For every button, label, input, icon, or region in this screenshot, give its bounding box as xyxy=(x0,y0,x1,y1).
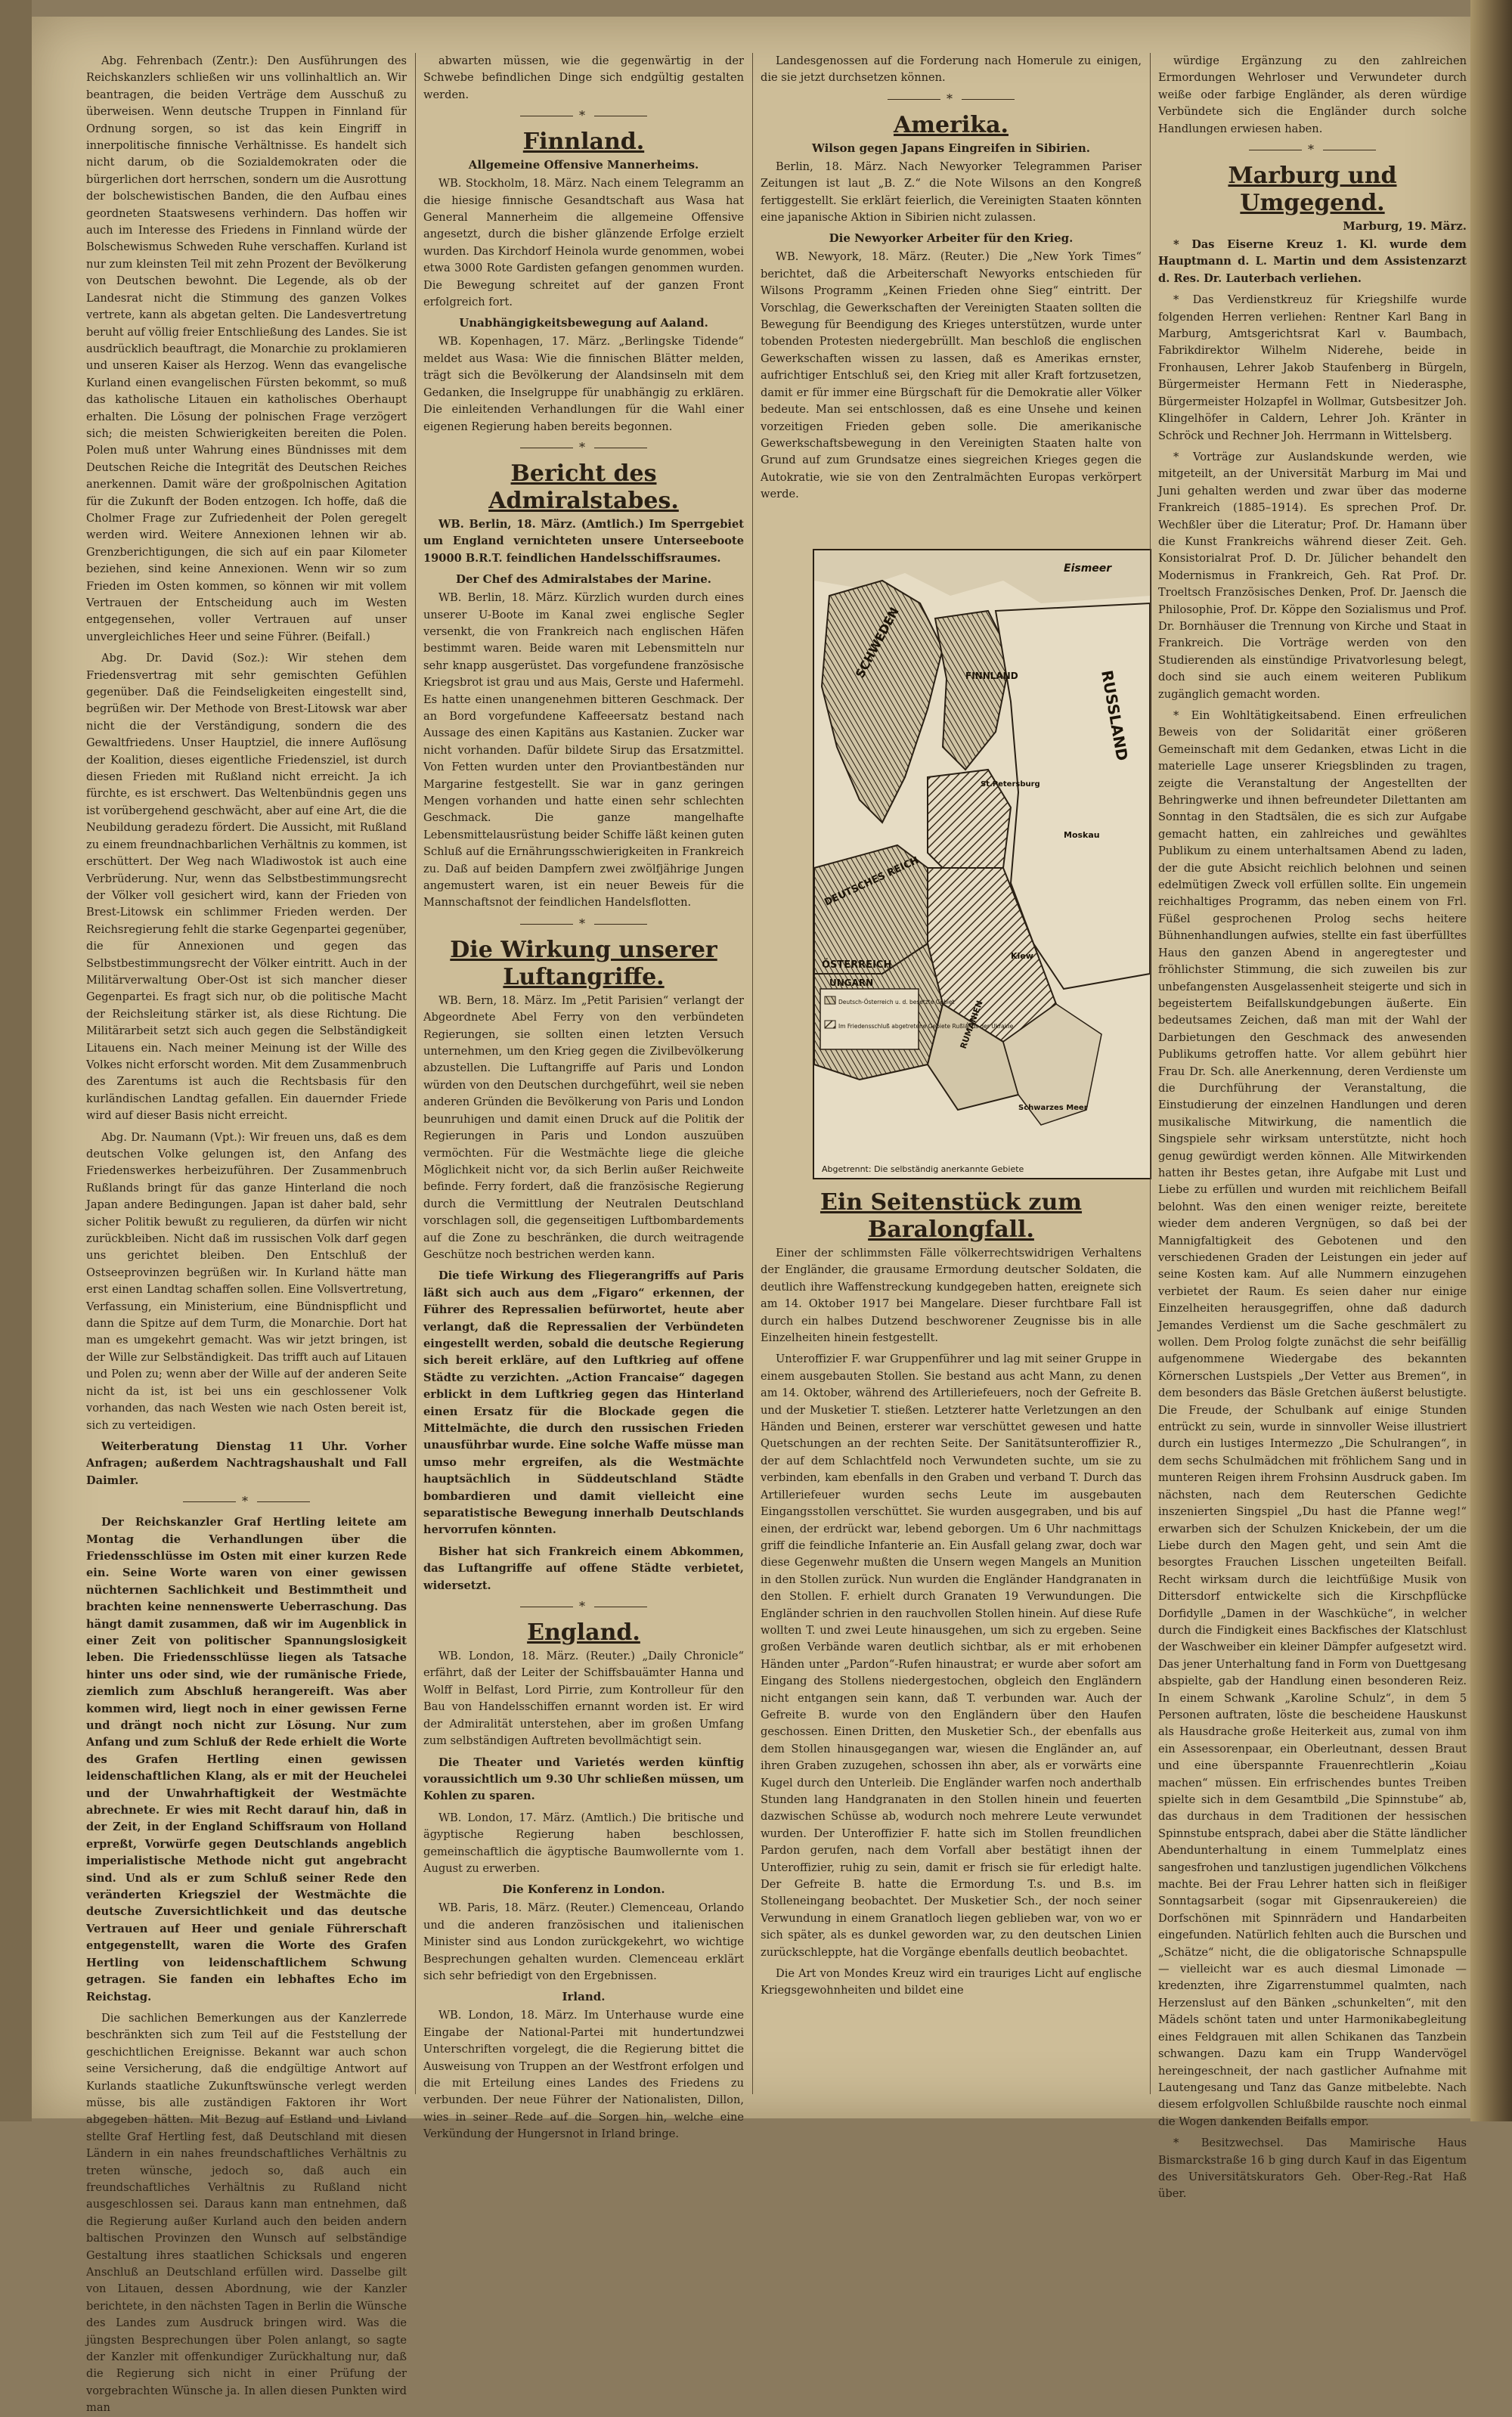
column-rule xyxy=(415,53,416,2094)
label-petersburg: St.Petersburg xyxy=(981,780,1040,789)
article-ferry: WB. Bern, 18. März. Im „Petit Parisien“ verlangt der Abgeordnete Abel Ferry von den verbündeten Regierungen, sie sollten einen letzten Versuch unternehmen, um den Krieg gegen die Zivilbevölkerung abzustellen. Die Luftangriffe auf Paris und London würden von den Deutschen durchgeführt, weil sie neben anderen Gründen die Bevölkerung von Paris und London beunruhigen und damit einen Druck auf die Politik der Regierungen in Paris und London auszuüben vermöchten. Für die Westmächte liege die gleiche Möglichkeit nicht vor, da sich Berlin außer Reichweite befinde. Ferry fordert, daß die französische Regierung durch die Vermittlung der Neutralen Deutschland vorschlagen soll, die gegenseitigen Luftbombardements auf die Zone zu beschränken, die durch weitragende Geschütze noch bestrichen werden kann. xyxy=(423,993,744,1261)
article-baralong-intro: Einer der schlimmsten Fälle völkerrechtswidrigen Verhaltens der Engländer, die grausame Ermordung deutscher Soldaten, die deutlich ihre Waffenstreckung kundgegeben hatten, ereignete sich am 14. Oktober 1917 bei Mangelare. Dieser furchtbare Fall ist durch ein halbes Dutzend beschworener Zeugnisse bis in alle Einzelheiten hinein festgestellt. xyxy=(761,1247,1142,1345)
section-divider: * xyxy=(1158,142,1467,156)
article-continuation: abwarten müssen, wie die gegenwärtig in der Schwebe befindlichen Dinge sich endgültig gestalten werden. xyxy=(423,54,744,101)
heading-amerika: Amerika. xyxy=(894,111,1009,138)
article-wohltaetigkeitsabend: * Ein Wohltätigkeitsabend. Einen erfreulichen Beweis von der Solidarität einer größeren Gemeinschaft mit dem Gedanken, etwas Licht in die materielle Lage unserer Kriegsblinden zu tragen, zeigte die Veranstaltung der Angestellten der Behringwerke und ihnen befreundeter Dilettanten am Sonntag in den Stadtsälen, die es sich zur Aufgabe gemacht hatten, ein zahlreiches und gewähltes Publikum zu einem unterhaltsamen Abend zu laden, der die gute Absicht reichlich belohnen und seinen edelmütigen Zweck voll erfüllen sollte. Ein ungemein reichhaltiges Programm, das neben einem von Frl. Füßel gesprochenen Prolog sechs heitere Bühnenhandlungen aufwies, stellte ein fast überfülltes Haus den ganzen Abend in angeregtester und fröhlichster Stimmung, die sich zuweilen bis zur unbefangensten Ausgelassenheit steigerte und sich in begeistertem Beifallskundgebungen äußerte. Ein bedeutsames Zeichen, daß man mit der Wahl der Darbietungen den Geschmack des anwesenden Publikums getroffen hatte. Vor allem gebührt hier Frau Dr. Sch. alle Anerkennung, deren Verdienste um die Durchführung der Veranstaltung, die Einstudierung der einzelnen Handlungen und deren musikalische Mitwirkung, die namentlich die Singspiele sehr wirksam unterstützte, nicht hoch genug gewürdigt werden können. Alle Mitwirkenden hatten ihr Bestes getan, ihre Aufgabe mit Lust und Liebe zu erfüllen und wurden mit reichlichem Beifall belohnt. Was den einen weniger reizte, bereitete wieder dem anderen Vergnügen, so daß bei der Mannigfaltigkeit des Gebotenen und den verschiedenen Graden der Leistungen ein jeder auf seine Kosten kam. Auf alle Nummern einzugehen verbietet der Raum. Es seien daher nur einige Einzelheiten herausgegriffen, ohne daß dadurch Jemandes Verdienst um die Sache geschmälert zu wollen. Dem Prolog folgte zunächst die sehr beifällig aufgenommene Wiedergabe des bekannten Körnerschen Lustspiels „Der Vetter aus Bremen“, in dem besonders das Bäsle Gretchen äußerst belustigte. Die Freude, der Schulbank auf einige Stunden entrückt zu sein, wurde in sinnvoller Weise illustriert durch ein lustiges Intermezzo „Die Schulrangen“, in dem sechs Schulmädchen mit fröhlichem Sang und in munteren Reigen ihrem Frohsinn Ausdruck gaben. Im nächsten, nach dem Reuterschen Gedichte inszenierten Singspiel „Du hast die Pfanne weg!“ erwarben sich der Schulzen Knickebein, der um die Liebe durch den Magen geht, und sein Amt die besorgtes Frauchen Lisschen ungeteilten Beifall. Recht wirksam durch die leichtfüßige Musik von Dittersdorf entwickelte sich die Kirschpflücke Dorfidylle „Damen in der Waschküche“, in welcher durch die Findigkeit eines Backfisches der Klatschlust der Waschweiber ein kleiner Dämpfer aufgesetzt wird. Das jener Unterhaltung fand in Form von Duettgesang abspielte, gab der Handlung einen besonderen Reiz. In einem Schwank „Karoline Schulz“, in dem 5 Personen auftraten, löste die bescheidene Hauskunst als Hausdrache große Heiterkeit aus, zumal von ihm ein Assessorenpaar, ein Oberleutnant, dessen Braut und eine überspannte Frauenrechtlerin „Koiau machen“ müssen. Ein erfrischendes buntes Treiben spielte sich in dem Gesamtbild „Die Spinnstube“ ab, das durchaus in dem Traditionen der hessischen Spinnstube entsprach, dabei aber die Stätte ländlicher Abendunterhaltung in einem Tummelplatz eines sangesfrohen und tanzlustigen jugendlichen Völkchens machte. Bei der Frau Lehrer hatten sich in fleißiger Sonntagsarbeit (sogar mit Gipsenraukereien) die Dorfschönen mit Spinnrädern und Handarbeiten eingefunden. Natürlich fehlten auch die Burschen und „Schätze“ nicht, die die obligatorische Schnapspulle — vielleicht war es auch diesmal Limonade — kredenzten, ihre Zigarrenstummel qualmten, nach Herzenslust auf den Bänken „schunkelten“, mit den Mädels schönt taten und unter Harmonikabegleitung eines Feldgrauen mit allen Schikanen das Tanzbein schwangen. Dazu kam ein Trupp Wandervögel hereingeschneit, der nach gastlicher Aufnahme mit Lautengesang und Tanz das Ganze mitbelebte. Nach diesem erfolgvollen Schlußbilde rauschte noch einmal die Wogen dankenden Beifalls empor. xyxy=(1158,709,1467,2128)
label-schweden: SCHWEDEN xyxy=(852,605,902,680)
label-eismeer: Eismeer xyxy=(1064,562,1112,575)
subheading-irland: Irland. xyxy=(562,1990,606,2004)
map-eastern-europe xyxy=(813,549,1151,1179)
section-divider: * xyxy=(761,91,1142,106)
article-konferenz: WB. Paris, 18. März. (Reuter.) Clemenceau, Orlando und die anderen französischen und italienischen Minister sind aus London zurückgekehrt, wo wichtige Besprechungen gehalten wurden. Clemenceau erklärt sich sehr befriedigt von den Ergebnissen. xyxy=(423,1901,744,1982)
heading-admiralstab: Bericht des Admiralstabes. xyxy=(488,460,679,514)
heading-baralong: Ein Seitenstück zum Baralongfall. xyxy=(820,1189,1083,1243)
label-oesterreich: ÖSTERREICH xyxy=(822,959,892,971)
label-moskau: Moskau xyxy=(1064,830,1100,840)
column-3-bottom xyxy=(761,1185,1142,2092)
legend-text-2: Im Friedensschluß abgetretene Gebiete Rußlands der Ukraine xyxy=(838,1023,1014,1030)
admiralstab-signature: Der Chef des Admiralstabes der Marine. xyxy=(456,572,711,587)
heading-luftangriffe: Die Wirkung unserer Luftangriffe. xyxy=(450,936,717,990)
article-theater: Die Theater und Varietés werden künftig voraussichtlich um 9.30 Uhr schließen müssen, um Kohlen zu sparen. xyxy=(423,1755,744,1803)
article-weiterberatung: Weiterberatung Dienstag 11 Uhr. Vorher Anfragen; außerdem Nachtragshaushalt und Fall Daimler. xyxy=(86,1439,407,1487)
label-schwarzes-meer: Schwarzes Meer xyxy=(1018,1104,1088,1112)
article-hertling: Der Reichskanzler Graf Hertling leitete am Montag die Verhandlungen über die Friedensschlüsse im Osten mit einer kurzen Rede ein. Seine Worte waren von einer gewissen nüchternen Sachlichkeit und Bestimmtheit und brachten keine nennenswerte Ueberraschung. Das hängt damit zusammen, daß wir im Augenblick in einer Zeit von politischer Spannungslosigkeit leben. Die Friedensschlüsse liegen als Tatsache hinter uns oder sind, wie der rumänische Friede, ziemlich zum Abschluß herangereift. Was aber kommen wird, liegt noch in einer gewissen Ferne und drängt noch nicht zur Lösung. Nur zum Anfang und zum Schluß der Rede erhielt die Worte des Grafen Hertling einen gewissen leidenschaftlichen Klang, als er mit der Heuchelei und der Unwahrhaftigkeit der Westmächte abrechnete. Er wies mit Recht darauf hin, daß in der Zeit, in der England Schiffsraum von Holland erpreßt, Vorwürfe gegen Deutschlands angeblich imperialistische Methode nicht gut angebracht sind. Und als er zum Schluß seiner Rede den veränderten Kriegsziel der Westmächte die deutsche Zuversichtlichkeit und das deutsche Vertrauen auf Heer und geniale Führerschaft entgegenstellt, waren die Worte des Grafen Hertling von leidenschaftlichem Schwung getragen. Sie fanden ein lebhaftes Echo im Reichstag. xyxy=(86,1516,407,2003)
article-baumwolle: WB. London, 17. März. (Amtlich.) Die britische und ägyptische Regierung haben beschlossen, gemeinschaftlich die ägyptische Baumwollernte vom 1. August zu erwerben. xyxy=(423,1811,744,1875)
label-kiew: Kiew xyxy=(1011,951,1033,961)
column-2 xyxy=(423,53,744,2141)
article-verdienstkreuz: * Das Verdienstkreuz für Kriegshilfe wurde folgenden Herren verliehen: Rentner Karl Bang in Marburg, Amtsgerichtsrat Karl v. Baumbach, Fabrikdirektor Wilhelm Niderehe, beide in Fronhausen, Lehrer Jakob Staufenberg in Bürgeln, Bürgermeister Hermann Fett in Niederasphe, Bürgermeister Holzapfel in Wollmar, Gutsbesitzer Joh. Klingelhöfer in Caldern, Lehrer Joh. Kränter in Schröck und Rechner Joh. Herrmann in Wittelsberg. xyxy=(1158,293,1467,442)
article-besitzwechsel: * Besitzwechsel. Das Mamirische Haus Bismarckstraße 16 b ging durch Kauf in das Eigentum des Universitätskurators Geh. Ober-Reg.-Rat Haß über. xyxy=(1158,2137,1467,2201)
column-rule xyxy=(752,53,753,2094)
article-baralong-body: Unteroffizier F. war Gruppenführer und lag mit seiner Gruppe in einem ausgebauten Stollen. Sie bestand aus acht Mann, zu denen am 14. Oktober, während des Artilleriefeuers, noch der Gefreite B. und der Musketier T. stießen. Letzterer hatte Verletzungen an den Händen und Beinen, ersterer war verschüttet gewesen und hatte Quetschungen an der rechten Seite. Der Sanitätsunteroffizier R., der auf dem Schlachtfeld noch Verwundeten suchte, um sie zu verbinden, kam ebenfalls in den Graben und verband T. Durch das Artilleriefeuer wurden sechs Leute im ausgebauten Eingangsstollen verschüttet. Sie wurden ausgegraben, und bis auf einen, der erdrückt war, lebend geborgen. Um 6 Uhr nachmittags griff die feindliche Infanterie an. Ein Ausfall gelang zwar, doch war diese Gegenwehr mußten die Unsern wegen Mangels an Munition in den Stollen zurück. Nun wurden die Engländer Handgranaten in den Stollen. F. erhielt durch Granaten 19 Verwundungen. Die Engländer schrien in den rauchvollen Stollen hinein. Auf diese Rufe wollten T. und zwei Leute hinausgehen, um sich zu ergeben. Seine großen Verbände waren deutlich sichtbar, als er mit erhobenen Händen unter „Pardon“-Rufen hinaustrat; er wurde aber sofort am Eingang des Stollens niedergestochen, obgleich den Engländern nicht entgangen sein kann, daß T. verbunden war. Auch der Gefreite B. wurde von den Engländern über den Haufen geschossen. Einen Dritten, den Musketier Sch., der ebenfalls aus dem Stollen hinausgegangen war, wiesen die Engländer an, auf ihren Graben zuzugehen, schossen ihn aber, als er vorwärts eine Kugel durch den Unterleib. Die Engländer warfen noch anderthalb Stunden lang Handgranaten in den Stollen hinein und feuerten dazwischen Schüsse ab, wodurch noch mehrere Leute verwundet wurden. Der Unteroffizier F. hatte sich im Stollen freundlichen Pardon gerufen, nach dem Vorfall aber bestätigt ihnen der Unteroffizier, ruhig zu sein, damit er frisch sie für erledigt halte. Der Gefreite B. hatte die Ermordung T.s. und B.s. im Stolleneingang beobachtet. Der Musketier Sch., der noch seiner Verwundung in einem Granatloch liegen geblieben war, von wo er sich später, als es dunkel geworden war, zu den deutschen Linien zurückschleppte, hat die Vorgänge ebenfalls deutlich beobachtet. xyxy=(761,1353,1142,1959)
section-divider: * xyxy=(423,108,744,122)
label-deutsches-reich: DEUTSCHES REICH xyxy=(823,854,921,909)
article-kanzlerrede: Die sachlichen Bemerkungen aus der Kanzlerrede beschränkten sich zum Teil auf die Feststellung der geschichtlichen Ereignisse. Bekannt war auch schon seine Versicherung, daß die endgültige Antwort auf Kurlands staatliche Zukunftswünsche verlegt werden müsse, bis alle zuständigen Faktoren ihr Wort abgegeben hätten. Mit Bezug auf Estland und Livland stellte Graf Hertling fest, daß Deutschland mit diesen Ländern in ein nahes freundschaftliches Verhältnis zu treten wünsche, jedoch so, daß auch ein freundschaftliches Verhältnis zu Rußland nicht ausgeschlossen sei. Daraus kann man entnehmen, daß die Regierung außer Kurland auch den beiden andern baltischen Provinzen den Wunsch auf selbständige Gestaltung ihres staatlichen Schicksals und engeren Anschluß an Deutschland erfüllen wird. Dasselbe gilt von Litauen, dessen Abordnung, wie der Kanzler berichtete, in den nächsten Tagen in Berlin die Wünsche des Landes zum Ausdruck bringen wird. Was die jüngsten Besprechungen über Polen anlangt, so sagte der Kanzler mit offenkundiger Zurückhaltung nur, daß die Regierung sich nicht in einer Prüfung der vorgebrachten Wünsche ja. In allen diesen Punkten wird man xyxy=(86,2011,407,2415)
legend-swatch-1 xyxy=(825,996,835,1004)
subheading-konferenz: Die Konferenz in London. xyxy=(502,1882,665,1897)
article-homerule: Landesgenossen auf die Forderung nach Homerule zu einigen, die sie jetzt durchsetzen können. xyxy=(761,54,1142,85)
map-caption: Abgetrennt: Die selbständig anerkannte Gebiete xyxy=(822,1164,1024,1174)
heading-finnland: Finnland. xyxy=(522,129,645,156)
article-u-boote: WB. Berlin, 18. März. Kürzlich wurden durch eines unserer U-Boote im Kanal zwei englische Segler versenkt, die von Frankreich nach englischen Häfen bestimmt waren. Beide waren mit Lebensmitteln nur sehr knapp ausgerüstet. Das vorgefundene französische Kriegsbrot ist grau und aus Mais, Gerste und Hafermehl. Es hatte einen unangenehmen bitteren Geschmack. Der an Bord vorgefundene Kaffeeersatz bestand nach Aussage des einen Kapitäns aus Kastanien. Zucker war nicht vorhanden. Dafür bildete Sirup das Ersatzmittel. Von Fetten wurden unter den Proviantbeständen nur Margarine festgestellt. Sie war in ganz geringen Mengen vorhanden und hatte einen sehr schlechten Geschmack. Die ganze mangelhafte Lebensmittelausrüstung beider Schiffe läßt keinen guten Schluß auf die Ernährungsschwierigkeiten in Frankreich zu. Daß auf beiden Dampfern zwei zwölfjährige Jungen angemustert waren, ist ein neuer Beweis für die Mannschaftsnot der feindlichen Handelsflotten. xyxy=(423,591,744,909)
subheading-aaland: Unabhängigkeitsbewegung auf Aaland. xyxy=(459,316,708,330)
article-eisernes-kreuz: * Das Eiserne Kreuz 1. Kl. wurde dem Hauptmann d. L. Martin und dem Assistenzarzt d. Res. Dr. Lauterbach verliehen. xyxy=(1158,238,1467,285)
subheading-wilson: Wilson gegen Japans Eingreifen in Sibirien. xyxy=(812,141,1090,155)
column-1 xyxy=(86,53,407,2415)
page-left-edge xyxy=(0,0,32,2121)
article-mannerheim: WB. Stockholm, 18. März. Nach einem Telegramm an die hiesige finnische Gesandtschaft aus Wasa hat General Mannerheim die allgemeine Offensive angesetzt, durch die bisher glänzende Erfolge erzielt wurden. Das Kirchdorf Heinola wurde genommen, wobei etwa 3000 Rote Gardisten gefangen genommen wurden. Die Bewegung schreitet auf der ganzen Front erfolgreich fort. xyxy=(423,177,744,309)
article-pirrie: WB. London, 18. März. (Reuter.) „Daily Chronicle“ erfährt, daß der Leiter der Schiffsbauämter Hanna und Wolff in Belfast, Lord Pirrie, zum Kontrolleur für den Bau von Handelsschiffen ernannt worden ist. Er wird der Admiralität unterstehen, aber im großen Umfang zum selbständigen Auftreten bevollmächtigt sein. xyxy=(423,1650,744,1748)
article-vortraege: * Vorträge zur Auslandskunde werden, wie mitgeteilt, an der Universität Marburg im Mai und Juni gehalten werden und zwar über das moderne Frankreich (1885–1914). Es sprechen Prof. Dr. Wechßler über die Literatur; Prof. Dr. Hamann über die Kunst Frankreichs während dieser Zeit. Geh. Konsistorialrat Prof. D. Dr. Jülicher behandelt den Modernismus in Frankreich, Geh. Rat Prof. Dr. Troeltsch Französisches Denken, Prof. Dr. Jaensch die Philosophie, Prof. Dr. Köppe den Sozialismus und Prof. Dr. Bornhäuser die Trennung von Kirche und Staat in Frankreich. Die Vorträge werden von den Studierenden als einstündige Privatvorlesung belegt, doch sind sie auch einem weiteren Publikum zugänglich gemacht worden. xyxy=(1158,450,1467,701)
heading-marburg: Marburg und Umgegend. xyxy=(1228,163,1397,217)
article-fehrenbach: Abg. Fehrenbach (Zentr.): Den Ausführungen des Reichskanzlers schließen wir uns vollinhaltlich an. Wir beantragen, die beiden Verträge dem Ausschuß zu überweisen. Wenn deutsche Truppen in Finnland für Ordnung sorgen, so ist das kein Eingriff in innerpolitische finnische Verhältnisse. Es handelt sich nicht darum, ob die Sozialdemokraten oder die bürgerlichen dort herrschen, sondern um die Ausrottung der bolschewistischen Banden, die den Aufbau eines geordneten Staatswesens verhindern. Das hoffen wir auch im Interesse des Friedens in Finnland würde der Bolschewismus Schweden Ruhe verschaffen. Kurland ist nur zum kleinsten Teil mit zehn Prozent der Bevölkerung von Deutschen bewohnt. Die Legende, als ob der Landesrat nicht die Stimmung des ganzen Volkes vertrete, kann als abgetan gelten. Die Landesvertretung beruht auf völlig freier Entschließung des Landes. Sie ist ausdrücklich beauftragt, die Monarchie zu proklamieren und unseren Kaiser als Herzog. Wenn das evangelische Kurland einen evangelischen Fürsten bekommt, so muß das katholische Litauen ein katholisches Oberhaupt erhalten. Die Lösung der polnischen Frage verzögert sich; die meisten Schwierigkeiten bereiten die Polen. Polen muß unter Wahrung eines Bündnisses mit dem Deutschen Reiche die Integrität des Deutschen Reiches anerkennen. Damit wäre der großpolnischen Agitation für die Zukunft der Boden entzogen. Ich hoffe, daß die Cholmer Frage zur Zufriedenheit der Polen geregelt werden wird. Weitere Annexionen lehnen wir ab. Grenzberichtigungen, die sich auf ein paar Kilometer beziehen, sind keine Annexionen. Wenn wir so zum Frieden im Osten kommen, so können wir mit vollem Vertrauen der Entscheidung auch im Westen entgegensehen, voller Vertrauen auf unser unvergleichliches Heer und seine Führer. (Beifall.) xyxy=(86,54,407,643)
dateline-marburg: Marburg, 19. März. xyxy=(1343,219,1467,234)
article-wilson: Berlin, 18. März. Nach Newyorker Telegrammen Pariser Zeitungen ist laut „B. Z.“ die Note Wilsons an den Kongreß fertiggestellt. Sie erklärt feierlich, die Vereinigten Staaten könnten eine japanische Aktion in Sibirien nicht zulassen. xyxy=(761,160,1142,225)
label-russland: RUSSLAND xyxy=(1098,668,1132,763)
article-baralong-end: Die Art von Mondes Kreuz wird ein trauriges Licht auf englische Kriegsgewohnheiten und bildet eine xyxy=(761,1967,1142,1997)
article-naumann: Abg. Dr. Naumann (Vpt.): Wir freuen uns, daß es dem deutschen Volke gelungen ist, den Anfang des Friedenswerkes herbeizuführen. Der Zusammenbruch Rußlands bringt für das ganze Hinterland die noch Japan andere Bedingungen. Japan ist daher bald, sehr sicher Politik bewußt zu regulieren, da dürfen wir nicht zurückbleiben. Nicht daß im russischen Volk darf gegen uns gerichtet bleiben. Den Entschluß der Ostseeprovinzen begrüßen wir. In Kurland hätte man erst einen Landtag schaffen sollen. Eine Vollsvertretung, Verfassung, ein Ministerium, eine Bündnispflicht und dann die Spitze auf dem Turm, die Monarchie. Dort hat man es umgekehrt gemacht. Was wir jetzt bringen, ist der Wille zur Selbständigkeit. Das trifft auch auf Litauen und Polen zu; wenn aber der Wille auf der anderen Seite nicht da ist, ist bei uns ein geschlossener Volk vorhanden, das nach Westen wie nach Osten bereit ist, sich zu verteidigen. xyxy=(86,1130,407,1432)
article-ergaenzung: würdige Ergänzung zu den zahlreichen Ermordungen Wehrloser und Verwundeter durch weiße oder farbige Engländer, als deren würdige Verbündete sich die Engländer durch solche Handlungen erwiesen haben. xyxy=(1158,54,1467,135)
section-divider: * xyxy=(423,1599,744,1613)
article-admiralstab: WB. Berlin, 18. März. (Amtlich.) Im Sperrgebiet um England vernichteten unsere Unterseeboote 19000 B.R.T. feindlichen Handelsschiffsraumes. xyxy=(423,517,744,565)
article-abkommen: Bisher hat sich Frankreich einem Abkommen, das Luftangriffe auf offene Städte verbietet, widersetzt. xyxy=(423,1545,744,1592)
label-ungarn: UNGARN xyxy=(829,978,874,988)
legend-text-1: Deutsch-Österreich u. d. besetzte Gebiet xyxy=(838,999,955,1006)
section-divider: * xyxy=(423,916,744,931)
article-arbeiter: WB. Newyork, 18. März. (Reuter.) Die „New York Times“ berichtet, daß die Arbeiterschaft Newyorks entschieden für Wilsons Programm „Keinen Frieden ohne Sieg“ eintritt. Der Vorschlag, die Gewerkschaften der Vereinigten Staaten sollten die Bewegung für Beendigung des Krieges unterstützen, wurde unter tobenden Protesten niedergebrüllt. Man beschloß die englischen Gewerkschaften wissen zu lassen, daß es Amerikas ernster, aufrichtiger Entschluß sei, den Krieg mit aller Kraft fortzusetzen, damit er für immer eine Bürgschaft für die Demokratie aller Völker bedeute. Man sei entschlossen, daß es eine Unsehe und keinen vorzeitigen Frieden geben solle. Die amerikanische Gewerkschaftsbewegung in den Vereinigten Staaten halte von Grund auf zum Grundsatze eines siegreichen Krieges gegen die Autokratie, wie sie von den Zentralmächten Europas verkörpert werde. xyxy=(761,250,1142,501)
section-divider: * xyxy=(86,1494,407,1508)
article-aaland: WB. Kopenhagen, 17. März. „Berlingske Tidende“ meldet aus Wasa: Wie die finnischen Blätter melden, trägt sich die Bevölkerung der Alandsinseln mit dem Gedanken, die Inselgruppe für unabhängig zu erklären. Die einleitenden Verhandlungen für die Wahl einer eigenen Regierung haben bereits begonnen. xyxy=(423,335,744,433)
article-figaro: Die tiefe Wirkung des Fliegerangriffs auf Paris läßt sich auch aus dem „Figaro“ erkennen, der Führer des Repressalien befürwortet, heute aber verlangt, daß die Repressalien der Verbündeten eingestellt werden, sobald die deutsche Regierung sich bereit erkläre, auf den Luftkrieg auf offene Städte zu verzichten. „Action Francaise“ dagegen erblickt in dem Luftkrieg gegen das Hinterland einen Ersatz für die Blockade gegen die Mittelmächte, die durch den russischen Frieden unausführbar wurde. Eine solche Waffe müsse man umso mehr ergreifen, als die Westmächte hauptsächlich in Süddeutschland Städte bombardieren und damit vielleicht eine separatistische Bewegung innerhalb Deutschlands hervorrufen könnten. xyxy=(423,1269,744,1537)
book-spine xyxy=(1470,0,1512,2121)
label-rumaenien: RUMÄNIEN xyxy=(958,999,985,1051)
subheading-offensive: Allgemeine Offensive Mannerheims. xyxy=(468,158,699,172)
article-irland: WB. London, 18. März. Im Unterhause wurde eine Eingabe der National-Partei mit hundertundzwei Unterschriften vorgelegt, die die Regierung bittet die Ausweisung von Truppen an der Westfront erfolgen und die mit Erteilung eines Landes des Friedens zu verbunden. Der neue Führer der Nationalisten, Dillon, wies in seiner Rede auf die Sorgen hin, welche eine Verkündung der Hungersnot in Irland bringe. xyxy=(423,2009,744,2141)
map-svg xyxy=(814,550,1150,1178)
newspaper-page xyxy=(32,17,1472,2415)
heading-england: England. xyxy=(527,1619,640,1647)
subheading-arbeiter: Die Newyorker Arbeiter für den Krieg. xyxy=(829,231,1074,246)
legend-swatch-2 xyxy=(825,1021,835,1028)
section-divider: * xyxy=(423,440,744,454)
label-finnland: FINNLAND xyxy=(965,671,1018,681)
column-3-top xyxy=(761,53,1142,544)
column-4 xyxy=(1158,53,1467,2201)
column-rule xyxy=(1150,53,1151,2094)
article-david: Abg. Dr. David (Soz.): Wir stehen dem Friedensvertrag mit sehr gemischten Gefühlen gegenüber. Daß die Feindseligkeiten eingestellt sind, begrüßen wir. Der Methode von Brest-Litowsk war aber nicht die der Verständigung, sondern die des Gewaltfriedens. Unser Hauptziel, die innere Auflösung der Koalition, dieses eigentliche Friedensziel, ist durch diesen Frieden mit Rußland nicht erreicht. Ja ich fürchte, es ist erschwert. Das Weltenbündnis gegen uns ist vorübergehend geschwächt, aber auf eine Art, die die Neubildung geradezu fördert. Die Aussicht, mit Rußland zu einem freundnachbarlichen Verhältnis zu kommen, ist erschüttert. Der Weg nach Wladiwostok ist auch eine Verbrüderung. Nur, wenn das Selbstbestimmungsrecht der Völker voll gesichert wird, kann der Frieden von Brest-Litowsk ein schlimmer Frieden werden. Der Reichsregierung fehlt die starke Gegenpartei gegenüber, die für Annexionen und gegen das Selbstbestimmungsrecht der Völker eintritt. Auch in der Militärverwaltung Ober-Ost ist sich mancher dieser Gegenpartei. Es fragt sich nur, ob die politische Macht der Reichsleitung stärker ist, als diese Richtung. Die Militärarbeit setzt sich auch gegen die Selbständigkeit Litauens ein. Nach meiner Meinung ist der Wille des Volkes nicht erforscht worden. Mit dem Zusammenbruch des Zarentums ist auch die Rechtsbasis für den kurländischen Landtag gefallen. Ein dauernder Friede wird auf dieser Basis nicht erreicht. xyxy=(86,652,407,1123)
